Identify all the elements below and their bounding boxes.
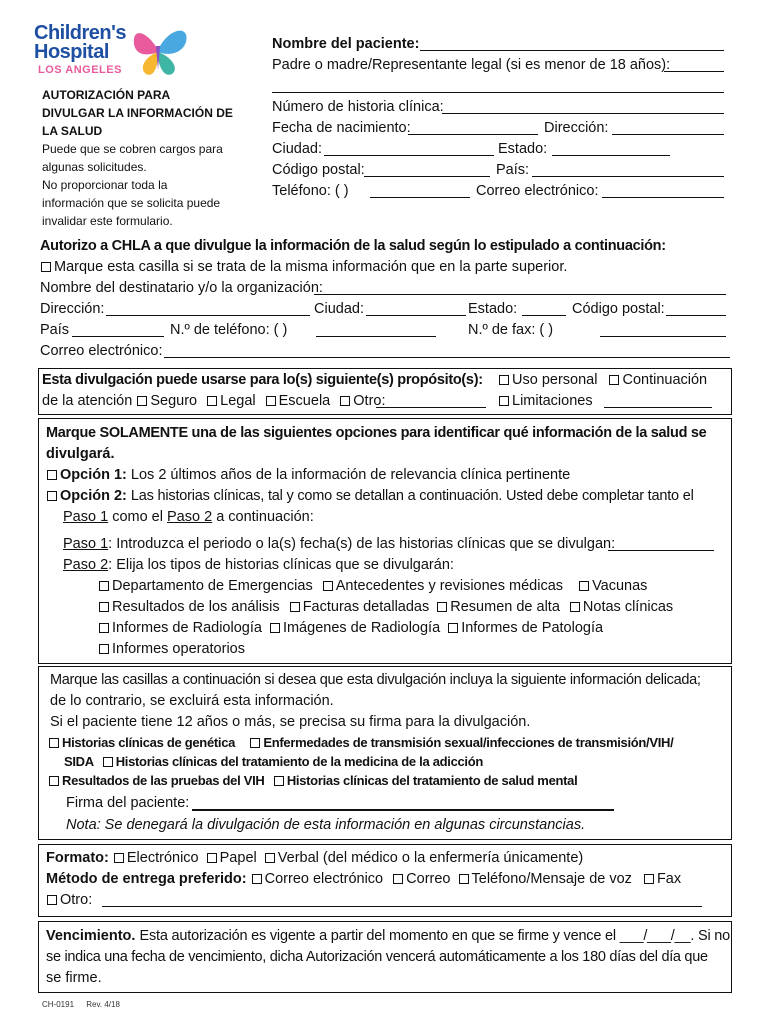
sensitive-line-1: Marque las casillas a continuación si desea que esta divulgación incluya la siguiente información delicada; xyxy=(50,672,701,688)
option-2-text: Las historias clínicas, tal y como se detallan a continuación. Usted debe completar tanto el xyxy=(130,488,694,504)
delivery-method-label: Método de entrega preferido: xyxy=(46,871,247,887)
sidebar-note-5: invalidar este formulario. xyxy=(42,214,173,228)
logo-line-2: Hospital xyxy=(34,41,109,63)
guardian-field[interactable] xyxy=(664,71,724,72)
step-end-text: a continuación: xyxy=(216,509,314,525)
bills-checkbox[interactable] xyxy=(290,602,300,612)
patient-address-field[interactable] xyxy=(612,134,724,135)
email-delivery-label: Correo electrónico xyxy=(264,871,384,887)
options-heading-1: Marque SOLAMENTE una de las siguientes opciones para identificar qué información de la salud se xyxy=(46,425,707,441)
sidebar-note-2: algunas solicitudes. xyxy=(42,160,147,174)
recipient-address-field[interactable] xyxy=(106,315,310,316)
sensitive-line-3: Si el paciente tiene 12 años o más, se precisa su firma para la divulgación. xyxy=(50,714,531,730)
history-checkbox[interactable] xyxy=(323,581,333,591)
electronic-checkbox[interactable] xyxy=(114,853,124,863)
lab-results-checkbox[interactable] xyxy=(99,602,109,612)
recipient-email-label: Correo electrónico: xyxy=(40,343,163,359)
paper-checkbox[interactable] xyxy=(207,853,217,863)
recipient-label: Nombre del destinatario y/o la organización: xyxy=(40,280,323,296)
patient-country-field[interactable] xyxy=(532,176,724,177)
format-label: Formato: xyxy=(46,850,109,866)
mail-delivery-label: Correo xyxy=(406,871,451,887)
pathology-checkbox[interactable] xyxy=(448,623,458,633)
dob-label: Fecha de nacimiento: xyxy=(272,120,411,136)
legal-checkbox[interactable] xyxy=(207,396,217,406)
record-type-vaccines: Vacunas xyxy=(592,578,648,594)
guardian-label: Padre o madre/Representante legal (si es menor de 18 años): xyxy=(272,57,671,73)
patient-state-field[interactable] xyxy=(552,155,670,156)
same-info-checkbox[interactable] xyxy=(41,262,51,272)
record-number-field[interactable] xyxy=(442,113,724,114)
expiry-text-2: se indica una fecha de vencimiento, dicha Autorización vencerá automáticamente a los 180 días del día que xyxy=(46,949,708,965)
phone-delivery-checkbox[interactable] xyxy=(459,874,469,884)
other-purpose-checkbox[interactable] xyxy=(340,396,350,406)
step-1-link: Paso 1 xyxy=(63,509,109,525)
patient-email-field[interactable] xyxy=(602,197,724,198)
options-section xyxy=(46,423,730,660)
radiology-images-checkbox[interactable] xyxy=(270,623,280,633)
continuation-label: Continuación xyxy=(622,372,708,388)
limitations-label: Limitaciones xyxy=(512,393,593,409)
sidebar-note-4: información que se solicita puede xyxy=(42,196,221,210)
school-label: Escuela xyxy=(278,393,331,409)
clinical-notes-checkbox[interactable] xyxy=(570,602,580,612)
paso-2-label: Paso 2 xyxy=(63,557,109,573)
authorize-section xyxy=(40,236,730,362)
recipient-city-field[interactable] xyxy=(366,315,466,316)
personal-use-label: Uso personal xyxy=(512,372,598,388)
logo-line-1: Children's xyxy=(34,22,126,44)
option-2-label: Opción 2: xyxy=(60,488,127,504)
other-delivery-checkbox[interactable] xyxy=(47,895,57,905)
continuation-checkbox[interactable] xyxy=(609,375,619,385)
other-purpose-field[interactable] xyxy=(376,407,486,408)
record-type-bills: Facturas detalladas xyxy=(302,599,430,615)
authorize-heading: Autorizo a CHLA a que divulgue la información de la salud según lo estipulado a continuación: xyxy=(40,238,666,254)
patient-country-label: País: xyxy=(496,162,530,178)
insurance-checkbox[interactable] xyxy=(137,396,147,406)
phone-delivery-label: Teléfono/Mensaje de voz xyxy=(471,871,632,887)
purpose-lead: Esta divulgación puede usarse para lo(s) siguiente(s) propósito(s): xyxy=(42,372,483,388)
genetic-checkbox[interactable] xyxy=(49,738,59,748)
recipient-state-label: Estado: xyxy=(468,301,518,317)
radiology-reports-checkbox[interactable] xyxy=(99,623,109,633)
patient-phone-label: Teléfono: ( ) xyxy=(272,183,349,199)
form-code: CH-0191 xyxy=(42,1000,75,1009)
legal-label: Legal xyxy=(220,393,256,409)
patient-signature-label: Firma del paciente: xyxy=(66,795,190,811)
option-1-label: Opción 1: xyxy=(60,467,127,483)
record-number-label: Número de historia clínica: xyxy=(272,99,444,115)
hospital-logo xyxy=(30,22,230,82)
addiction-label: Historias clínicas del tratamiento de la medicina de la adicción xyxy=(115,754,484,769)
record-type-history: Antecedentes y revisiones médicas xyxy=(335,578,564,594)
patient-city-label: Ciudad: xyxy=(272,141,322,157)
paso-1-label: Paso 1 xyxy=(63,536,109,552)
paso-1-field[interactable] xyxy=(608,550,714,551)
recipient-phone-field[interactable] xyxy=(316,336,436,337)
paso-1-text: : Introduzca el periodo o la(s) fecha(s) de las historias clínicas que se divulgan: xyxy=(108,536,616,552)
option-1-text: Los 2 últimos años de la información de relevancia clínica pertinente xyxy=(130,467,571,483)
form-title-3: LA SALUD xyxy=(42,124,103,138)
discharge-checkbox[interactable] xyxy=(437,602,447,612)
form-sidebar xyxy=(42,86,252,230)
form-footer xyxy=(42,1000,120,1009)
recipient-field[interactable] xyxy=(314,294,726,295)
logo-line-3: LOS ANGELES xyxy=(38,64,122,76)
addiction-checkbox[interactable] xyxy=(103,757,113,767)
form-title-1: AUTORIZACIÓN PARA xyxy=(42,88,171,102)
insurance-label: Seguro xyxy=(150,393,198,409)
patient-city-field[interactable] xyxy=(324,155,494,156)
email-delivery-checkbox[interactable] xyxy=(252,874,262,884)
fax-delivery-checkbox[interactable] xyxy=(644,874,654,884)
format-section xyxy=(46,848,730,911)
care-label: de la atención xyxy=(42,393,133,409)
personal-use-checkbox[interactable] xyxy=(499,375,509,385)
school-checkbox[interactable] xyxy=(266,396,276,406)
form-revision: Rev. 4/18 xyxy=(86,1000,120,1009)
recipient-email-field[interactable] xyxy=(164,357,730,358)
std-checkbox[interactable] xyxy=(250,738,260,748)
mental-health-checkbox[interactable] xyxy=(274,776,284,786)
expiry-text-3: se firme. xyxy=(46,970,102,986)
patient-signature-field[interactable] xyxy=(192,809,614,811)
sidebar-note-1: Puede que se cobren cargos para xyxy=(42,142,223,156)
patient-zip-label: Código postal: xyxy=(272,162,365,178)
genetic-label: Historias clínicas de genética xyxy=(62,735,236,750)
patient-state-label: Estado: xyxy=(498,141,548,157)
patient-phone-field[interactable] xyxy=(370,197,470,198)
paper-label: Papel xyxy=(219,850,257,866)
record-type-radiology-reports: Informes de Radiología xyxy=(112,620,262,636)
recipient-country-field[interactable] xyxy=(72,336,164,337)
sidebar-note-3: No proporcionar toda la xyxy=(42,178,168,192)
hiv-checkbox[interactable] xyxy=(49,776,59,786)
recipient-zip-label: Código postal: xyxy=(572,301,665,317)
sida-label: SIDA xyxy=(64,754,94,769)
vaccines-checkbox[interactable] xyxy=(579,581,589,591)
other-delivery-field[interactable] xyxy=(102,906,702,907)
mail-delivery-checkbox[interactable] xyxy=(393,874,403,884)
hiv-label: Resultados de las pruebas del VIH xyxy=(62,773,265,788)
fax-delivery-label: Fax xyxy=(656,871,682,887)
limitations-field[interactable] xyxy=(604,407,712,408)
option-2-checkbox[interactable] xyxy=(47,491,57,501)
patient-name-label: Nombre del paciente: xyxy=(272,36,420,52)
emergency-checkbox[interactable] xyxy=(99,581,109,591)
other-delivery-label: Otro: xyxy=(60,892,93,908)
record-type-radiology-images: Imágenes de Radiología xyxy=(282,620,441,636)
expiry-label: Vencimiento. xyxy=(46,928,136,944)
record-type-clinical-notes: Notas clínicas xyxy=(582,599,674,615)
recipient-phone-label: N.º de teléfono: ( ) xyxy=(170,322,288,338)
same-info-label: Marque esta casilla si se trata de la misma información que en la parte superior. xyxy=(54,259,568,275)
record-type-operative: Informes operatorios xyxy=(112,641,245,657)
operative-checkbox[interactable] xyxy=(99,644,109,654)
mental-health-label: Historias clínicas del tratamiento de salud mental xyxy=(286,773,578,788)
recipient-address-label: Dirección: xyxy=(40,301,105,317)
recipient-fax-label: N.º de fax: ( ) xyxy=(468,322,554,338)
step-mid-text: como el xyxy=(112,509,163,525)
recipient-country-label: País xyxy=(40,322,70,338)
std-label: Enfermedades de transmisión sexual/infecciones de transmisión/VIH/ xyxy=(263,735,674,750)
paso-2-text: : Elija los tipos de historias clínicas que se divulgarán: xyxy=(108,557,454,573)
guardian-field-2[interactable] xyxy=(272,92,724,93)
option-1-checkbox[interactable] xyxy=(47,470,57,480)
expiry-section xyxy=(46,926,730,989)
patient-info xyxy=(272,34,732,202)
sensitive-note: Nota: Se denegará la divulgación de esta información en algunas circunstancias. xyxy=(66,817,586,833)
expiry-text-1: Esta autorización es vigente a partir del momento en que se firme y vence el ___/___/__. Si no xyxy=(139,928,731,944)
record-type-discharge: Resumen de alta xyxy=(450,599,560,615)
verbal-label: Verbal (del médico o la enfermería únicamente) xyxy=(277,850,584,866)
patient-address-label: Dirección: xyxy=(544,120,609,136)
electronic-label: Electrónico xyxy=(126,850,199,866)
patient-name-field[interactable] xyxy=(420,50,724,51)
record-type-emergency: Departamento de Emergencias xyxy=(112,578,313,594)
options-heading-2: divulgará. xyxy=(46,446,115,462)
recipient-state-field[interactable] xyxy=(522,315,566,316)
sensitive-line-2: de lo contrario, se excluirá esta información. xyxy=(50,693,334,709)
purpose-section xyxy=(42,370,732,412)
other-purpose-label: Otro: xyxy=(353,393,386,409)
patient-email-label: Correo electrónico: xyxy=(476,183,599,199)
recipient-city-label: Ciudad: xyxy=(314,301,364,317)
step-2-link: Paso 2 xyxy=(167,509,213,525)
recipient-fax-field[interactable] xyxy=(600,336,726,337)
sensitive-section xyxy=(50,670,730,836)
patient-zip-field[interactable] xyxy=(364,176,490,177)
record-type-pathology: Informes de Patología xyxy=(461,620,604,636)
limitations-checkbox[interactable] xyxy=(499,396,509,406)
record-type-lab-results: Resultados de los análisis xyxy=(112,599,280,615)
form-title-2: DIVULGAR LA INFORMACIÓN DE xyxy=(42,106,233,120)
recipient-zip-field[interactable] xyxy=(666,315,726,316)
verbal-checkbox[interactable] xyxy=(265,853,275,863)
dob-field[interactable] xyxy=(408,134,538,135)
